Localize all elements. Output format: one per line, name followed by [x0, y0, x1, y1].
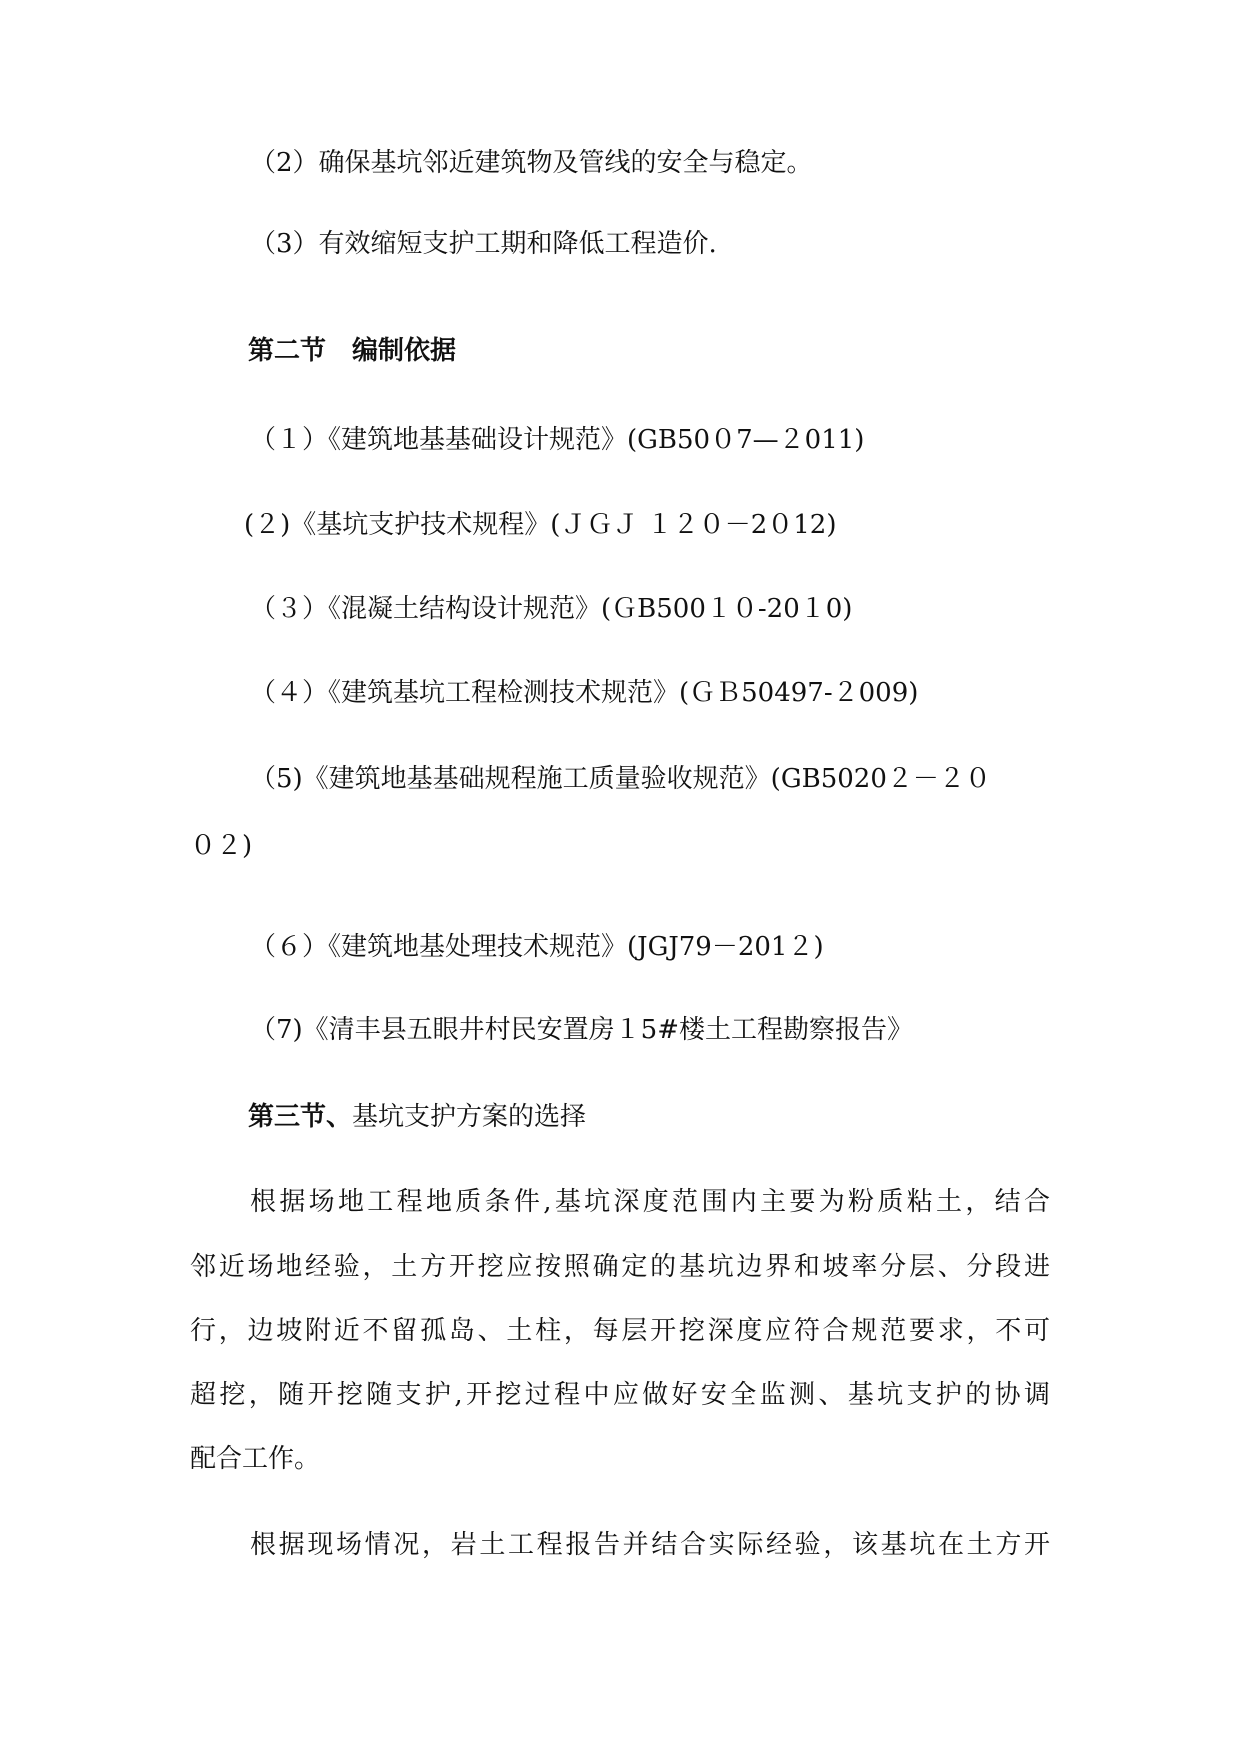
reference-item: (２)《基坑支护技术规程》(ＪＧＪ １２０－2０12) [244, 510, 837, 540]
paragraph-line: 配合工作。 [190, 1444, 321, 1474]
reference-item: （１）《建筑地基基础设计规范》(GB50０7—２011) [250, 425, 865, 455]
section-heading-text: 基坑支护方案的选择 [352, 1102, 587, 1132]
reference-item: （5)《建筑地基基础规程施工质量验收规范》(GB5020２－２０ [250, 764, 991, 794]
section-heading [248, 1100, 586, 1134]
paragraph-line: 根据现场情况，岩土工程报告并结合实际经验，该基坑在土方开 [250, 1530, 1050, 1560]
list-item: （3）有效缩短支护工期和降低工程造价. [250, 229, 717, 259]
reference-item: （４）《建筑基坑工程检测技术规范》(ＧＢ50497-２009) [250, 678, 919, 708]
reference-item: （7)《清丰县五眼井村民安置房１5#楼土工程勘察报告》 [250, 1015, 914, 1045]
reference-item: （３）《混凝土结构设计规范》(ＧB500１０-20１0) [250, 594, 853, 624]
reference-item-continuation: ０２) [190, 831, 253, 861]
section-heading-number: 第三节、 [248, 1102, 353, 1132]
paragraph-line: 根据场地工程地质条件,基坑深度范围内主要为粉质粘土，结合 [250, 1187, 1050, 1217]
reference-item: （６）《建筑地基处理技术规范》(JGJ79－201２) [250, 932, 824, 962]
paragraph-line: 超挖，随开挖随支护,开挖过程中应做好安全监测、基坑支护的协调 [190, 1380, 1050, 1410]
list-item: （2）确保基坑邻近建筑物及管线的安全与稳定。 [250, 148, 813, 178]
section-heading: 第二节 编制依据 [248, 336, 457, 366]
paragraph-line: 行，边坡附近不留孤岛、土柱，每层开挖深度应符合规范要求，不可 [190, 1316, 1050, 1346]
paragraph-line: 邻近场地经验，土方开挖应按照确定的基坑边界和坡率分层、分段进 [190, 1252, 1050, 1282]
